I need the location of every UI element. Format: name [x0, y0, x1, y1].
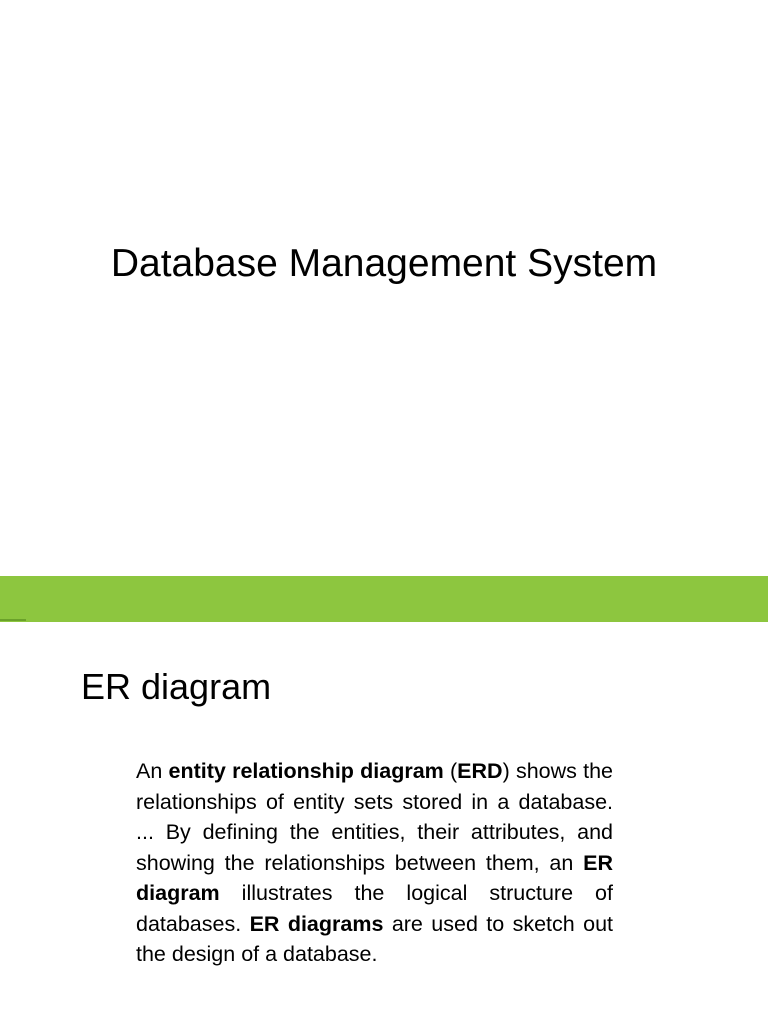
content-slide — [0, 622, 768, 1024]
body-bold-term: entity relationship diagram — [168, 759, 444, 783]
body-text: . — [371, 942, 378, 966]
body-text: illustrates the logical structure of databases. — [136, 881, 613, 936]
body-paragraph — [136, 756, 613, 970]
body-text: ( — [443, 759, 458, 783]
section-heading: ER diagram — [81, 666, 272, 707]
body-bold-term: ER diagrams — [249, 911, 384, 936]
divider-accent-line — [0, 619, 26, 621]
body-text: ) shows the relationships of entity sets stored in a database. ... By defining the entities, their attributes, and showing the relationships between them, an — [136, 759, 613, 875]
slide-divider-band — [0, 576, 768, 622]
slide-title: Database Management System — [110, 242, 658, 285]
body-bold-term: ERD — [457, 759, 503, 783]
body-text: An — [136, 759, 169, 783]
body-text: are used to sketch out the design of a database — [136, 911, 613, 966]
body-bold-term: ER diagram — [136, 850, 613, 905]
